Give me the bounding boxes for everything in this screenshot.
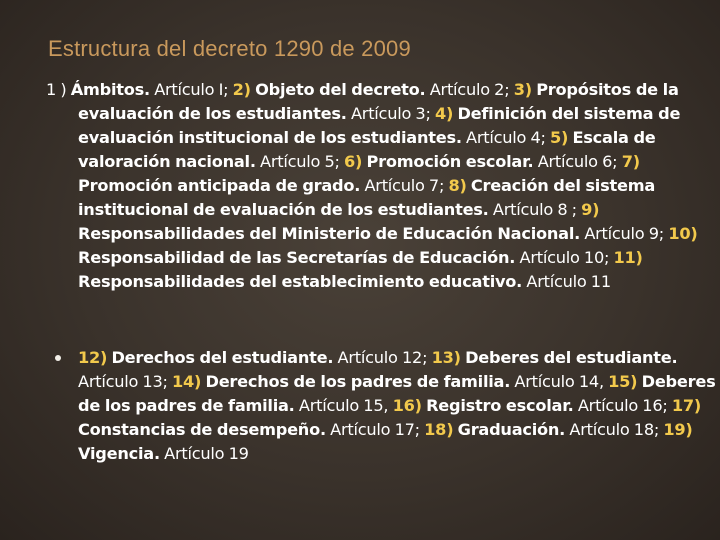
article-item-reference: Artículo 14,: [510, 372, 609, 391]
article-item-reference: Artículo 12;: [333, 348, 432, 367]
article-item-number: 2): [232, 80, 251, 99]
article-item-topic: Escala de valoración nacional.: [78, 128, 656, 171]
article-item-number: 3): [513, 80, 532, 99]
article-item-reference: Artículo 16;: [573, 396, 672, 415]
article-item-number: 19): [663, 420, 693, 439]
article-item-topic: Derechos de los padres de familia.: [205, 372, 511, 391]
article-item-number: 10): [668, 224, 698, 243]
article-item-reference: Artículo 7;: [360, 176, 449, 195]
article-item-reference: Artículo 6;: [533, 152, 622, 171]
article-item-topic: Propósitos de la evaluación de los estudiantes.: [78, 80, 679, 123]
article-item-number: 5): [550, 128, 569, 147]
article-item-topic: Graduación.: [457, 420, 566, 439]
article-item-number: 18): [424, 420, 454, 439]
article-item-reference: Artículo 10;: [515, 248, 614, 267]
article-item-topic: Definición del sistema de evaluación institucional de los estudiantes.: [78, 104, 681, 147]
article-item-reference: Artículo I;: [149, 80, 233, 99]
article-item-reference: Artículo 9;: [580, 224, 669, 243]
article-item-number: 9): [581, 200, 600, 219]
slide-title: Estructura del decreto 1290 de 2009: [48, 36, 411, 61]
articles-paragraph-1: [46, 78, 718, 294]
article-item-number: 14): [172, 372, 202, 391]
article-item-topic: Creación del sistema institucional de evaluación de los estudiantes.: [78, 176, 655, 219]
article-item-reference: Artículo 8 ;: [488, 200, 582, 219]
article-item-topic: Promoción anticipada de grado.: [78, 176, 361, 195]
article-item-number: 11): [613, 248, 643, 267]
article-item-topic: Vigencia.: [78, 444, 160, 463]
article-item-number: 7): [621, 152, 640, 171]
article-item-number: 13): [431, 348, 461, 367]
article-item-topic: Derechos del estudiante.: [111, 348, 334, 367]
article-item-topic: Responsabilidades del Ministerio de Educación Nacional.: [78, 224, 581, 243]
article-item-number: 17): [671, 396, 702, 415]
article-item-number: 8): [448, 176, 467, 195]
article-item-topic: Ámbitos.: [70, 80, 150, 99]
article-item-topic: Responsabilidad de las Secretarías de Educación.: [78, 248, 516, 267]
article-item-number: 12): [78, 348, 108, 367]
article-item-reference: Artículo 13;: [78, 372, 173, 391]
paragraph-1-items: [71, 80, 698, 291]
article-item-reference: Artículo 3;: [346, 104, 435, 123]
article-item-reference: Artículo 15,: [294, 396, 393, 415]
article-item-number: 15): [608, 372, 638, 391]
article-item-topic: Deberes de los padres de familia.: [78, 372, 716, 415]
articles-paragraph-2: [46, 346, 718, 466]
article-item-number: 16): [392, 396, 422, 415]
article-item-reference: Artículo 4;: [461, 128, 551, 147]
article-item-topic: Objeto del decreto.: [255, 80, 426, 99]
article-item-reference: Artículo 2;: [425, 80, 514, 99]
article-item-reference: Artículo 5;: [255, 152, 345, 171]
article-item-topic: Constancias de desempeño.: [78, 420, 326, 439]
article-item-reference: Artículo 17;: [325, 420, 425, 439]
article-item-topic: Promoción escolar.: [366, 152, 534, 171]
article-item-topic: Deberes del estudiante.: [465, 348, 678, 367]
article-item-number: 6): [344, 152, 363, 171]
paragraph-2-items: [78, 348, 715, 463]
article-item-number: 4): [434, 104, 454, 123]
article-item-topic: Responsabilidades del establecimiento educativo.: [78, 272, 523, 291]
article-item-topic: Registro escolar.: [426, 396, 574, 415]
article-item-reference: Artículo 19: [159, 444, 249, 463]
first-item-number: 1 ): [46, 80, 71, 99]
article-item-reference: Artículo 11: [522, 272, 611, 291]
article-item-reference: Artículo 18;: [565, 420, 664, 439]
